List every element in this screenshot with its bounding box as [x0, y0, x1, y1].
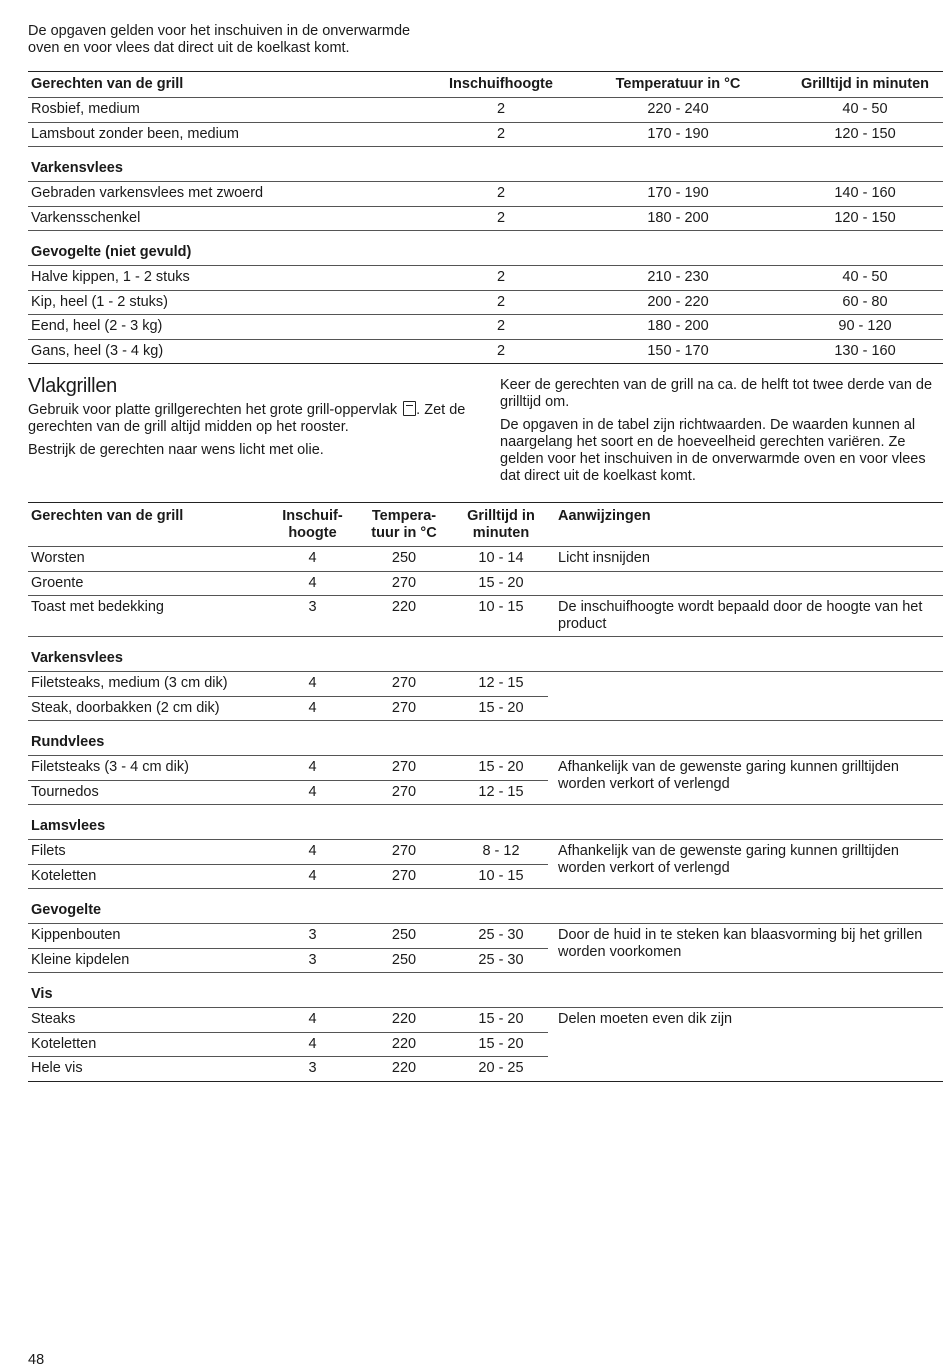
level-cell: 3 [271, 948, 354, 973]
time-cell: 15 - 20 [454, 1008, 548, 1033]
temperature-cell: 150 - 170 [647, 342, 709, 359]
section-title: Gevogelte [28, 889, 943, 924]
flat-grill-table [28, 502, 943, 1082]
temperature-cell: 220 [354, 1032, 454, 1057]
dish-cell: Varkensschenkel [31, 209, 141, 226]
dish-cell: Worsten [28, 547, 271, 572]
oil-paragraph: Bestrijk de gerechten naar wens licht met olie. [28, 442, 324, 458]
flat-grill-table-header [28, 503, 943, 547]
dish-cell: Steaks [28, 1008, 271, 1033]
time-cell: 60 - 80 [842, 293, 888, 310]
table-row [28, 122, 943, 147]
time-cell: 12 - 15 [454, 672, 548, 697]
table-row [28, 924, 943, 949]
dish-cell: Kippenbouten [28, 924, 271, 949]
time-cell: 40 - 50 [842, 269, 888, 286]
guideline-paragraph: De opgaven in de tabel zijn richtwaarden. De waarden kunnen al naargelang het soort en de hoeveelheid gerechten variëren. Ze gelden voor het inschuiven in de onverwarmde oven en voor vlees dat direct uit de koelkast komt. [500, 417, 926, 484]
table-row [28, 182, 943, 207]
header-level: Inschuif- hoogte [282, 508, 343, 541]
level-cell: 2 [496, 269, 506, 286]
level-cell: 2 [496, 293, 506, 310]
level-cell: 3 [271, 1057, 354, 1082]
notes-cell [548, 672, 943, 721]
table-row [28, 756, 943, 781]
level-cell: 4 [271, 672, 354, 697]
time-cell: 15 - 20 [454, 1032, 548, 1057]
section-row [28, 721, 943, 756]
dish-cell: Filetsteaks (3 - 4 cm dik) [28, 756, 271, 781]
temperature-cell: 250 [354, 547, 454, 572]
vlakgrillen-notes [500, 377, 945, 491]
dish-cell: Gebraden varkensvlees met zwoerd [31, 185, 264, 202]
instruction-paragraph [28, 401, 468, 436]
level-cell: 4 [271, 756, 354, 781]
header-temperature: Temperatuur in °C [615, 76, 741, 92]
dish-cell: Groente [28, 571, 271, 596]
instruction-text: Zet de gerechten van de grill altijd midden op het rooster. [28, 402, 466, 435]
temperature-cell: 220 [354, 1008, 454, 1033]
level-cell: 4 [271, 864, 354, 889]
time-cell: 120 - 150 [834, 125, 896, 142]
dish-cell: Kip, heel (1 - 2 stuks) [31, 293, 168, 310]
section-row [28, 889, 943, 924]
vlakgrillen-section [28, 374, 468, 465]
temperature-cell: 200 - 220 [647, 293, 709, 310]
table-row [28, 339, 943, 364]
section-title: Rundvlees [28, 721, 943, 756]
dish-cell: Rosbief, medium [31, 101, 140, 118]
notes-cell: Afhankelijk van de gewenste garing kunnen grilltijden worden verkort of verlengd [548, 840, 943, 889]
time-cell: 20 - 25 [454, 1057, 548, 1082]
level-cell: 4 [271, 840, 354, 865]
level-cell: 4 [271, 780, 354, 805]
temperature-cell: 270 [354, 756, 454, 781]
instruction-text: Gebruik voor platte grillgerechten het grote grill-oppervlak [28, 402, 398, 418]
temperature-cell: 270 [354, 672, 454, 697]
level-cell: 4 [271, 571, 354, 596]
time-cell: 10 - 14 [454, 547, 548, 572]
dish-cell: Hele vis [28, 1057, 271, 1082]
time-cell: 10 - 15 [454, 864, 548, 889]
notes-cell: Delen moeten even dik zijn [548, 1008, 943, 1082]
table-row [28, 266, 943, 291]
dish-cell: Toast met bedekking [28, 596, 271, 637]
time-cell: 40 - 50 [842, 101, 888, 118]
section-title: Vis [28, 973, 943, 1008]
level-cell: 4 [271, 1032, 354, 1057]
page-number: 48 [28, 1352, 45, 1368]
temperature-cell: 180 - 200 [647, 209, 709, 226]
temperature-cell: 220 [354, 596, 454, 637]
table-row [28, 596, 943, 637]
temperature-cell: 180 - 200 [647, 318, 709, 335]
section-heading: Vlakgrillen [28, 375, 117, 397]
table-row [28, 315, 943, 340]
time-cell: 10 - 15 [454, 596, 548, 637]
dish-cell: Gans, heel (3 - 4 kg) [31, 342, 164, 359]
time-cell: 130 - 160 [834, 342, 896, 359]
header-time: Grilltijd in minuten [800, 76, 930, 92]
temperature-cell: 270 [354, 571, 454, 596]
section-row [28, 637, 943, 672]
grill-surface-icon [403, 401, 416, 416]
intro-line-2: oven en voor vlees dat direct uit de koelkast komt. [28, 40, 350, 56]
temperature-cell: 170 - 190 [647, 185, 709, 202]
notes-cell: Door de huid in te steken kan blaasvorming bij het grillen worden voorkomen [548, 924, 943, 973]
table-row [28, 672, 943, 697]
header-notes: Aanwijzingen [558, 508, 651, 524]
table-row [28, 840, 943, 865]
header-dish: Gerechten van de grill [31, 76, 184, 92]
header-time: Grilltijd in minuten [467, 508, 535, 541]
level-cell: 3 [271, 924, 354, 949]
level-cell: 2 [496, 318, 506, 335]
dish-cell: Steak, doorbakken (2 cm dik) [28, 696, 271, 721]
dish-cell: Tournedos [28, 780, 271, 805]
temperature-cell: 270 [354, 696, 454, 721]
section-title: Lamsvlees [28, 805, 943, 840]
level-cell: 4 [271, 1008, 354, 1033]
time-cell: 120 - 150 [834, 209, 896, 226]
intro-line-1: De opgaven gelden voor het inschuiven in de onverwarmde [28, 23, 411, 39]
section-row [28, 805, 943, 840]
dish-cell: Eend, heel (2 - 3 kg) [31, 318, 163, 335]
section-title: Varkensvlees [28, 637, 943, 672]
section-row [28, 231, 943, 266]
temperature-cell: 270 [354, 864, 454, 889]
level-cell: 2 [496, 185, 506, 202]
notes-cell: Afhankelijk van de gewenste garing kunnen grilltijden worden verkort of verlengd [548, 756, 943, 805]
section-row [28, 973, 943, 1008]
temperature-cell: 270 [354, 840, 454, 865]
header-level: Inschuifhoogte [449, 76, 553, 92]
level-cell: 2 [496, 125, 506, 142]
table-row [28, 206, 943, 231]
notes-cell: De inschuifhoogte wordt bepaald door de hoogte van het product [548, 596, 943, 637]
time-cell: 25 - 30 [454, 924, 548, 949]
dish-cell: Kleine kipdelen [28, 948, 271, 973]
grill-table [28, 71, 943, 364]
level-cell: 2 [496, 342, 506, 359]
level-cell: 2 [496, 209, 506, 226]
time-cell: 140 - 160 [834, 185, 896, 202]
table-row [28, 1008, 943, 1033]
section-title: Gevogelte (niet gevuld) [31, 244, 192, 260]
time-cell: 25 - 30 [454, 948, 548, 973]
notes-cell [548, 571, 943, 596]
header-temperature: Tempera- tuur in °C [371, 508, 437, 541]
table-row [28, 547, 943, 572]
section-row [28, 147, 943, 182]
table-row [28, 571, 943, 596]
section-title: Varkensvlees [31, 160, 123, 176]
time-cell: 15 - 20 [454, 571, 548, 596]
dish-cell: Koteletten [28, 1032, 271, 1057]
dish-cell: Halve kippen, 1 - 2 stuks [31, 269, 190, 286]
temperature-cell: 250 [354, 924, 454, 949]
table-row [28, 290, 943, 315]
intro-text [28, 23, 468, 57]
dish-cell: Koteletten [28, 864, 271, 889]
dish-cell: Filetsteaks, medium (3 cm dik) [28, 672, 271, 697]
dish-cell: Filets [28, 840, 271, 865]
time-cell: 8 - 12 [454, 840, 548, 865]
temperature-cell: 210 - 230 [647, 269, 709, 286]
temperature-cell: 220 - 240 [647, 101, 709, 118]
level-cell: 2 [496, 101, 506, 118]
header-dish: Gerechten van de grill [31, 508, 184, 524]
level-cell: 4 [271, 547, 354, 572]
dish-cell: Lamsbout zonder been, medium [31, 125, 239, 142]
turn-paragraph: Keer de gerechten van de grill na ca. de helft tot twee derde van de grilltijd om. [500, 377, 933, 410]
time-cell: 15 - 20 [454, 696, 548, 721]
grill-table-header [28, 72, 943, 98]
level-cell: 4 [271, 696, 354, 721]
level-cell: 3 [271, 596, 354, 637]
temperature-cell: 250 [354, 948, 454, 973]
time-cell: 12 - 15 [454, 780, 548, 805]
temperature-cell: 220 [354, 1057, 454, 1082]
notes-cell: Licht insnijden [548, 547, 943, 572]
time-cell: 15 - 20 [454, 756, 548, 781]
time-cell: 90 - 120 [838, 318, 892, 335]
instruction-punctuation: . [416, 402, 421, 418]
temperature-cell: 270 [354, 780, 454, 805]
temperature-cell: 170 - 190 [647, 125, 709, 142]
table-row [28, 98, 943, 123]
